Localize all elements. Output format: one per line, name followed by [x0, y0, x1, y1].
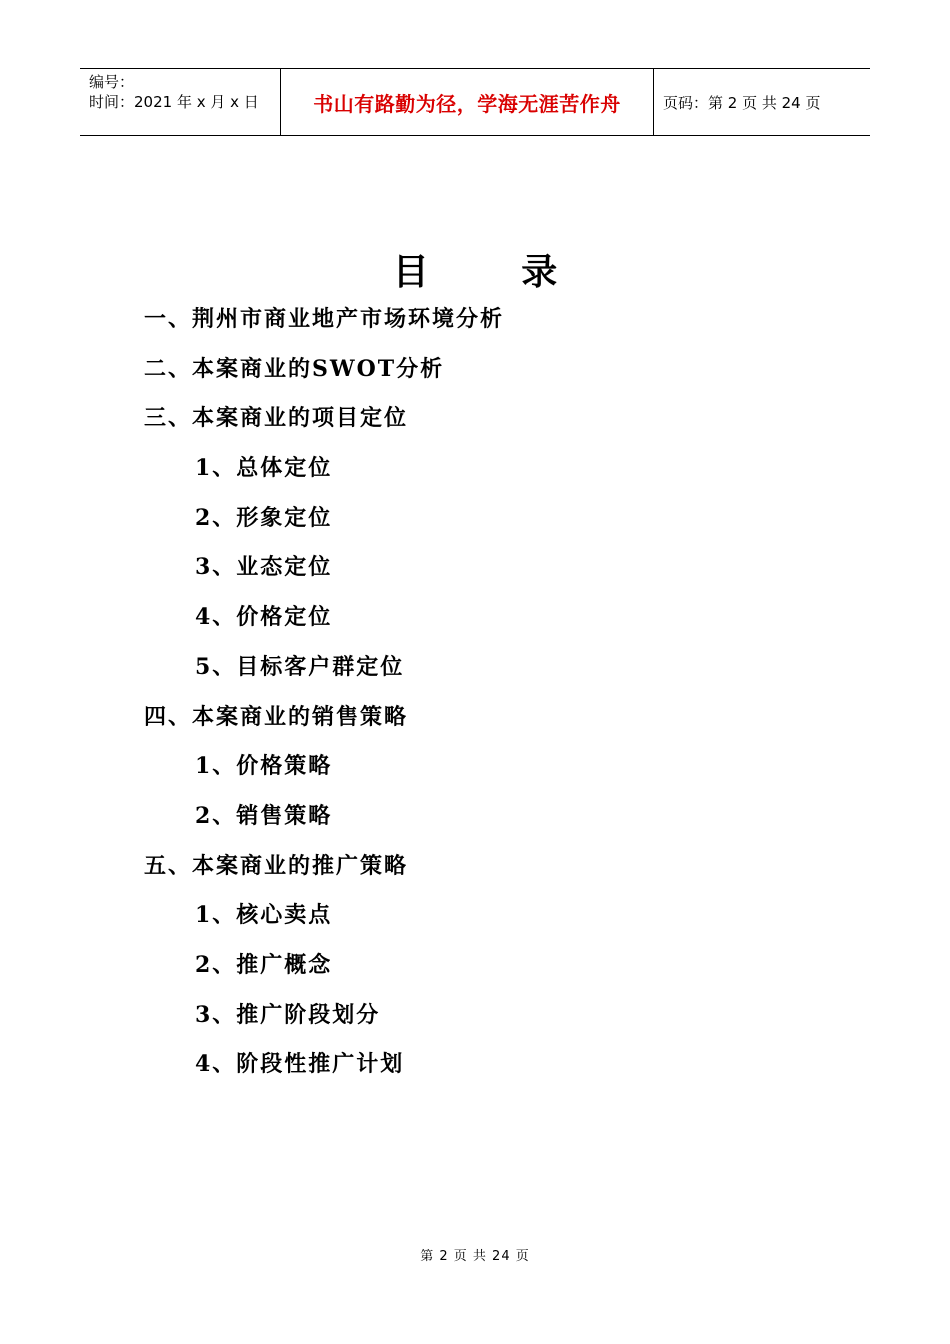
header-meta — [80, 69, 281, 135]
header-motto: 书山有路勤为径，学海无涯苦作舟 — [281, 69, 654, 135]
header-page-info: 页码：第 2 页 共 24 页 — [663, 93, 821, 112]
table-of-contents — [0, 296, 950, 1091]
toc-item-5-1: 1、核心卖点 — [195, 902, 333, 929]
document-number: 编号： — [89, 73, 135, 91]
toc-item-4-2: 2、销售策略 — [195, 802, 333, 829]
toc-section-4: 四、本案商业的销售策略 — [144, 703, 409, 730]
toc-item-5-4: 4、阶段性推广计划 — [195, 1051, 405, 1078]
page-title: 目 录 — [392, 251, 598, 293]
toc-section-1: 一、荆州市商业地产市场环境分析 — [144, 306, 505, 332]
toc-item-5-3: 3、推广阶段划分 — [195, 1001, 381, 1028]
toc-item-5-2: 2、推广概念 — [195, 951, 333, 978]
toc-section-2: 二、本案商业的SWOT分析 — [144, 355, 445, 382]
toc-section-5: 五、本案商业的推广策略 — [144, 852, 409, 879]
toc-item-4-1: 1、价格策略 — [195, 753, 333, 780]
toc-item-3-1: 1、总体定位 — [195, 455, 333, 482]
document-date: 时间：2021 年 x 月 x 日 — [89, 93, 259, 111]
toc-section-3: 三、本案商业的项目定位 — [144, 405, 409, 432]
toc-item-3-2: 2、形象定位 — [195, 504, 333, 531]
toc-item-3-5: 5、目标客户群定位 — [195, 653, 405, 680]
toc-item-3-4: 4、价格定位 — [195, 604, 333, 631]
toc-item-3-3: 3、业态定位 — [195, 554, 333, 581]
page-footer: 第 2 页 共 24 页 — [420, 1249, 530, 1264]
page-header — [80, 68, 870, 136]
